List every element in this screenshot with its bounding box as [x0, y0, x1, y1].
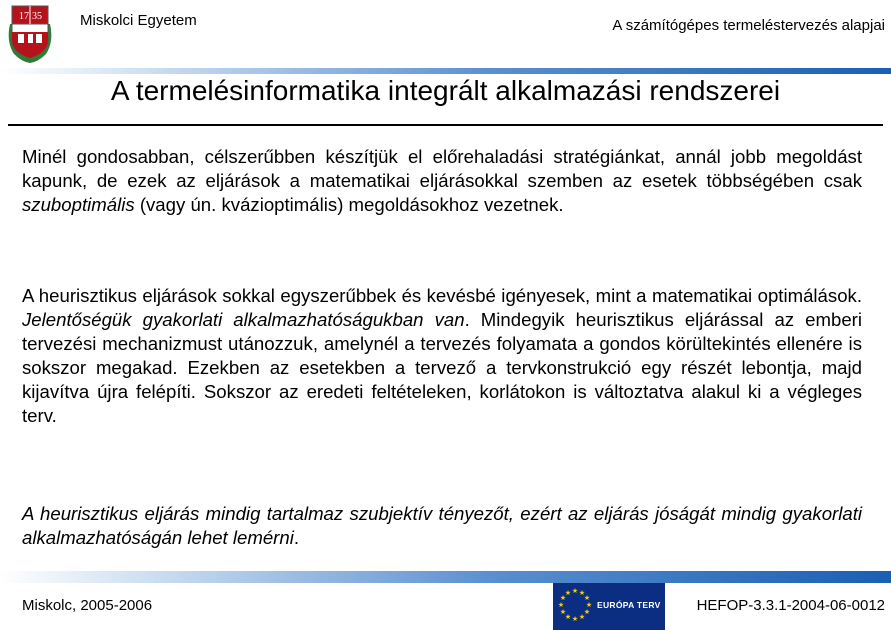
europa-terv-label: EURÓPA TERV: [597, 600, 661, 610]
paragraph-3-end: .: [293, 527, 300, 548]
crest-year-left: 17: [19, 11, 29, 22]
title-underline: [8, 124, 883, 126]
paragraph-2-emphasis: Jelentőségük gyakorlati alkalmazhatóságukban van: [22, 309, 465, 330]
svg-text:★: ★: [578, 613, 586, 621]
paragraph-3-emphasis: A heurisztikus eljárás mindig tartalmaz szubjektív tényezőt, ezért az eljárás jóságát mindig gyakorlati alkalmazhatóságán lehet lemérni: [22, 503, 862, 548]
crest-year-right: 35: [32, 11, 42, 22]
svg-text:★: ★: [583, 594, 591, 602]
footer-divider: [0, 571, 891, 583]
paragraph-3: [22, 502, 862, 550]
svg-text:★: ★: [585, 601, 593, 609]
svg-text:★: ★: [557, 601, 565, 609]
svg-text:★: ★: [571, 615, 579, 623]
europa-terv-logo: [553, 583, 665, 630]
university-name: Miskolci Egyetem: [80, 12, 197, 29]
footer-project-code: HEFOP-3.3.1-2004-06-0012: [696, 597, 885, 614]
university-crest-logo: [4, 2, 56, 64]
svg-text:★: ★: [564, 613, 572, 621]
footer-place-years: Miskolc, 2005-2006: [22, 597, 153, 614]
svg-text:★: ★: [571, 587, 579, 595]
paragraph-2: [22, 284, 862, 428]
paragraph-2-text-start: A heurisztikus eljárások sokkal egyszerűbbek és kevésbé igényesek, mint a matematikai optimálások.: [22, 285, 862, 306]
svg-text:★: ★: [578, 589, 586, 597]
svg-text:★: ★: [583, 608, 591, 616]
paragraph-1: [22, 145, 862, 217]
svg-text:★: ★: [559, 594, 567, 602]
svg-text:★: ★: [564, 589, 572, 597]
paragraph-1-emphasis: szuboptimális: [22, 194, 135, 215]
svg-text:★: ★: [559, 608, 567, 616]
eu-stars-icon: [553, 583, 597, 630]
slide-title: A termelésinformatika integrált alkalmazási rendszerei: [110, 75, 781, 106]
paragraph-1-text-end: (vagy ún. kvázioptimális) megoldásokhoz vezetnek.: [134, 194, 564, 215]
paragraph-1-text-start: Minél gondosabban, célszerűbben készítjük el előrehaladási stratégiánkat, annál jobb megoldást kapunk, de ezek az eljárások a matematikai eljárásokkal szemben az esetek többségében csak: [22, 146, 862, 191]
paragraph-2-text-end: . Mindegyik heurisztikus eljárással az emberi tervezési mechanizmust utánozzuk, amelynél a tervezés folyamata a gondos körültekintés ellenére is sokszor megakad. Ezekben az esetekben a tervező a tervkonstrukció egy részét lebontja, majd kijavítva újra felépíti. Sokszor az eredeti feltételeken, korlátokon is változtatva alakul ki a végleges terv.: [22, 309, 863, 426]
course-name: A számítógépes termeléstervezés alapjai: [612, 17, 885, 34]
